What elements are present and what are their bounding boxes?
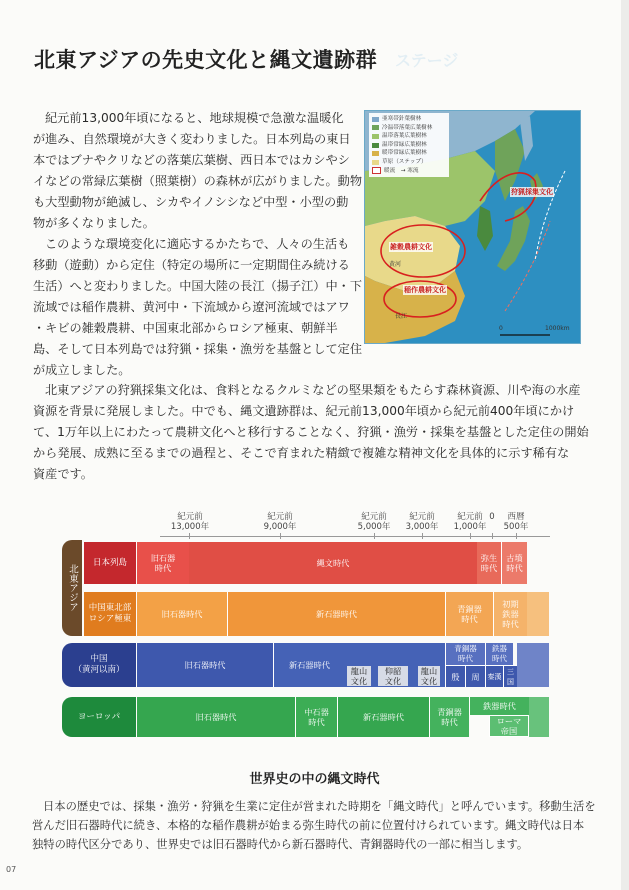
page-edge (621, 0, 629, 890)
legend-item (372, 141, 446, 150)
rice-culture-label: 稲作農耕文化 (404, 286, 446, 294)
cell-longshan-2: 龍山 文化 (418, 666, 440, 686)
korea-peninsula (477, 206, 493, 251)
scale-max: 1000km (545, 325, 570, 332)
text-line: 独特の時代区分であり、世界史では旧石器時代から新石器時代、青銅器時代の一部に相当します。 (32, 838, 529, 851)
text-line: が成立しました。 (33, 363, 131, 377)
text-line: 物が多くなりました。 (33, 216, 155, 230)
millet-culture-label: 雑穀農耕文化 (390, 243, 432, 251)
cell-cn-paleolithic: 旧石器時代 (137, 643, 273, 687)
tick-label-13000: 紀元前 13,000年 (170, 512, 210, 532)
legend-swatch (372, 125, 379, 130)
legend-item (372, 149, 446, 158)
text-line: このような環境変化に適応するかたちで、人々の生活も (45, 237, 350, 251)
legend-swatch (372, 160, 379, 165)
text-line: 流域では稲作農耕、黄河中・下流域から遼河流域ではアワ (33, 300, 350, 314)
ne-band-tail (527, 592, 549, 636)
body-paragraph (33, 380, 589, 485)
cell-ne-neolithic: 新石器時代 (227, 592, 445, 636)
cell-eu-iron: 鉄器時代 (469, 697, 529, 715)
row-label-japan: 日本列島 (84, 542, 136, 584)
cell-eu-mesolithic: 中石器 時代 (295, 697, 337, 737)
text-line: 紀元前13,000年頃になると、地球規模で急激な温暖化 (45, 111, 344, 125)
figure-caption: 世界史の中の縄文時代 (249, 772, 380, 787)
tick-mark (189, 533, 190, 539)
vegetation-culture-map (364, 110, 581, 344)
tick-mark (492, 533, 493, 539)
tick-mark (280, 533, 281, 539)
cell-ne-early-iron: 初期 鉄器 時代 (493, 592, 527, 636)
map-legend (369, 113, 449, 177)
row-label-ne-china: 中国東北部 ロシア極東 (84, 592, 136, 636)
legend-label: 冷温帯落葉広葉樹林 (382, 124, 433, 131)
text-line: が進み、自然環境が大きく変わりました。日本列島の東日 (33, 132, 351, 146)
title-ghost-text: ステージ (395, 51, 459, 70)
yellow-river-label: 黄河 (389, 261, 402, 268)
cell-ne-paleolithic: 旧石器時代 (137, 592, 227, 636)
cell-cn-neolithic: 新石器時代 (273, 643, 345, 687)
tick-label-0: 0 (489, 512, 495, 522)
legend-label: 暖帯常緑広葉樹林 (382, 150, 427, 157)
text-line: 資産です。 (33, 467, 93, 481)
cell-yangshao: 仰韶 文化 (378, 666, 408, 686)
legend-swatch (372, 167, 381, 174)
cell-yayoi-period: 弥生 時代 (477, 542, 501, 584)
region-northeast-asia: 北東アジア (62, 540, 82, 636)
cell-yin: 殷 (445, 665, 465, 687)
cell-zhou: 周 (465, 665, 485, 687)
tick-label-500: 西暦 500年 (503, 512, 529, 532)
text-line: 島、そして日本列島では狩猟・採集・漁労を基盤として定住 (33, 342, 363, 356)
closing-paragraph (32, 797, 596, 854)
cell-cn-iron: 鉄器 時代 (485, 643, 513, 665)
cell-three-kingdoms: 三国 (503, 665, 517, 687)
tick-mark (374, 533, 375, 539)
text-line: 生活）へと変わりました。中国大陸の長江（揚子江）中・下 (33, 279, 363, 293)
text-line: 移動（遊動）から定住（特定の場所に一定期間住み続ける (33, 258, 350, 272)
cell-kofun-period: 古墳 時代 (501, 542, 527, 584)
text-line: イなどの常緑広葉樹（照葉樹）の森林が広がりました。動物 (33, 174, 363, 188)
cell-roman-empire: ローマ 帝国 (489, 715, 529, 737)
text-line: から発展、成熟に至るまでの過程と、そこで育まれた精緻で複雑な精神文化を具体的に示す稀有な (33, 446, 570, 460)
legend-swatch (372, 134, 379, 139)
row-label-china: 中国 （黄河以南） (62, 643, 136, 687)
cell-qin-han: 秦漢 (485, 665, 503, 687)
cell-japan-paleolithic: 旧石器 時代 (137, 542, 189, 584)
tick-mark (516, 533, 517, 539)
tick-label-1000: 紀元前 1,000年 (453, 512, 487, 532)
legend-label: 草原（ステップ） (382, 158, 427, 165)
cell-eu-neolithic: 新石器時代 (337, 697, 429, 737)
text-line: 営んだ旧石器時代に続き、本格的な稲作農耕が始まる弥生時代の前に位置付けられています。縄文時代は日本 (32, 819, 585, 832)
cell-jomon-period: 縄文時代 (189, 542, 477, 584)
legend-item (372, 132, 446, 141)
legend-item (372, 115, 446, 124)
legend-swatch (372, 117, 379, 122)
row-label-europe: ヨーロッパ (62, 697, 136, 737)
legend-item (372, 167, 446, 176)
tick-mark (422, 533, 423, 539)
legend-item (372, 124, 446, 133)
legend-swatch (372, 143, 379, 148)
text-line: ・キビの雑穀農耕、中国東北部からロシア極東、朝鮮半 (33, 321, 338, 335)
tick-label-9000: 紀元前 9,000年 (263, 512, 297, 532)
legend-swatch (372, 151, 379, 156)
page-number: 07 (6, 865, 17, 874)
legend-label: 温帯常緑広葉樹林 (382, 141, 427, 148)
text-line: 日本の歴史では、採集・漁労・狩猟を生業に定住が営まれた時期を「縄文時代」と呼んでいます。移動生活を (43, 800, 596, 813)
yangtze-label: 長江 (395, 313, 408, 320)
legend-item (372, 158, 446, 167)
cell-longshan-1: 龍山 文化 (347, 666, 371, 686)
page-title: 北東アジアの先史文化と縄文遺跡群 (34, 48, 378, 72)
cell-cn-bronze: 青銅器 時代 (445, 643, 485, 665)
intro-paragraph (33, 108, 363, 381)
text-line: 資源を背景に発展しました。中でも、縄文遺跡群は、紀元前13,000年頃から紀元前400年頃にかけ (33, 404, 575, 418)
hunting-culture-label: 狩猟採集文化 (511, 188, 553, 196)
cn-band-tail (517, 643, 549, 687)
scale-zero: 0 (499, 325, 503, 332)
tick-mark (470, 533, 471, 539)
legend-label: 温帯落葉広葉樹林 (382, 133, 427, 140)
text-line: 本ではブナやクリなどの落葉広葉樹、西日本ではカシやシ (33, 153, 350, 167)
japan-archipelago (497, 206, 530, 271)
cell-eu-bronze: 青銅器 時代 (429, 697, 469, 737)
legend-label: 亜寒帯針葉樹林 (382, 116, 422, 122)
cell-eu-paleolithic: 旧石器時代 (137, 697, 295, 737)
eu-band-tail (529, 697, 549, 737)
text-line: 北東アジアの狩猟採集文化は、食料となるクルミなどの堅果類をもたらす森林資源、川や海の水産 (45, 383, 581, 397)
cell-ne-bronze: 青銅器 時代 (445, 592, 493, 636)
text-line: も大型動物が絶滅し、シカやイノシシなど中型・小型の動 (33, 195, 349, 209)
text-line: て、1万年以上にわたって農耕文化へと移行することなく、狩猟・漁労・採集を基盤とした定住の開始 (33, 425, 589, 439)
tick-label-3000: 紀元前 3,000年 (405, 512, 439, 532)
tick-label-5000: 紀元前 5,000年 (357, 512, 391, 532)
legend-label: 暖流 → 寒流 (384, 167, 419, 174)
